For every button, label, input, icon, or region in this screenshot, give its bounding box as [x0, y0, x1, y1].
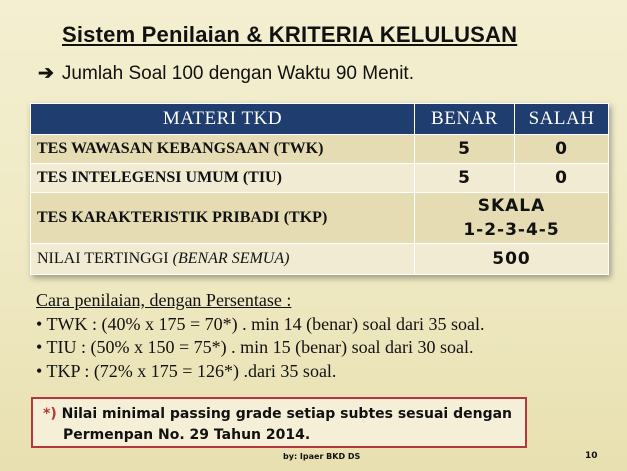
page-number: 10	[585, 451, 598, 461]
arrow-right-icon: ➔	[38, 63, 54, 84]
table-row	[31, 164, 609, 193]
table-row	[31, 135, 609, 164]
benar-cell: 5	[415, 135, 515, 164]
benar-cell: 5	[415, 164, 515, 193]
method-heading: Cara penilaian, dengan Persentase :	[36, 290, 292, 310]
passing-grade-note	[31, 397, 527, 448]
materi-cell: TES KARAKTERISTIK PRIBADI (TKP)	[31, 193, 415, 244]
header-salah: SALAH	[515, 104, 609, 135]
method-item: • TIU : (50% x 150 = 75*) . min 15 (benar) soal dari 30 soal.	[36, 337, 474, 357]
nilai-tertinggi-cell	[31, 244, 415, 275]
note-line2: Permenpan No. 29 Tahun 2014.	[63, 427, 311, 443]
scoring-method	[36, 289, 485, 383]
footer-author: by: Ipaer BKD DS	[283, 452, 361, 461]
intro-text: Jumlah Soal 100 dengan Waktu 90 Menit.	[61, 63, 414, 84]
materi-cell: TES INTELEGENSI UMUM (TIU)	[31, 164, 415, 193]
salah-cell: 0	[515, 135, 609, 164]
nilai-value-cell: 500	[415, 244, 609, 275]
table-row-total	[31, 244, 609, 275]
skala-values: 1-2-3-4-5	[463, 220, 560, 240]
salah-cell: 0	[515, 164, 609, 193]
skala-label: SKALA	[477, 196, 546, 216]
header-materi: MATERI TKD	[31, 104, 415, 135]
intro-line	[38, 62, 414, 85]
method-item: • TWK : (40% x 175 = 70*) . min 14 (benar) soal dari 35 soal.	[36, 313, 485, 334]
skala-cell	[415, 193, 609, 244]
table-row	[31, 193, 609, 244]
nilai-label: NILAI TERTINGGI	[37, 250, 169, 267]
tkd-table	[30, 103, 609, 275]
note-star: *)	[43, 406, 57, 422]
materi-cell: TES WAWASAN KEBANGSAAN (TWK)	[31, 135, 415, 164]
slide-title: Sistem Penilaian & KRITERIA KELULUSAN	[62, 22, 518, 47]
note-line1: Nilai minimal passing grade setiap subtes sesuai dengan	[61, 406, 513, 422]
table-header-row	[31, 104, 609, 135]
method-item: • TKP : (72% x 175 = 126*) .dari 35 soal.	[36, 360, 337, 381]
nilai-label-italic: (BENAR SEMUA)	[172, 250, 290, 267]
header-benar: BENAR	[415, 104, 515, 135]
